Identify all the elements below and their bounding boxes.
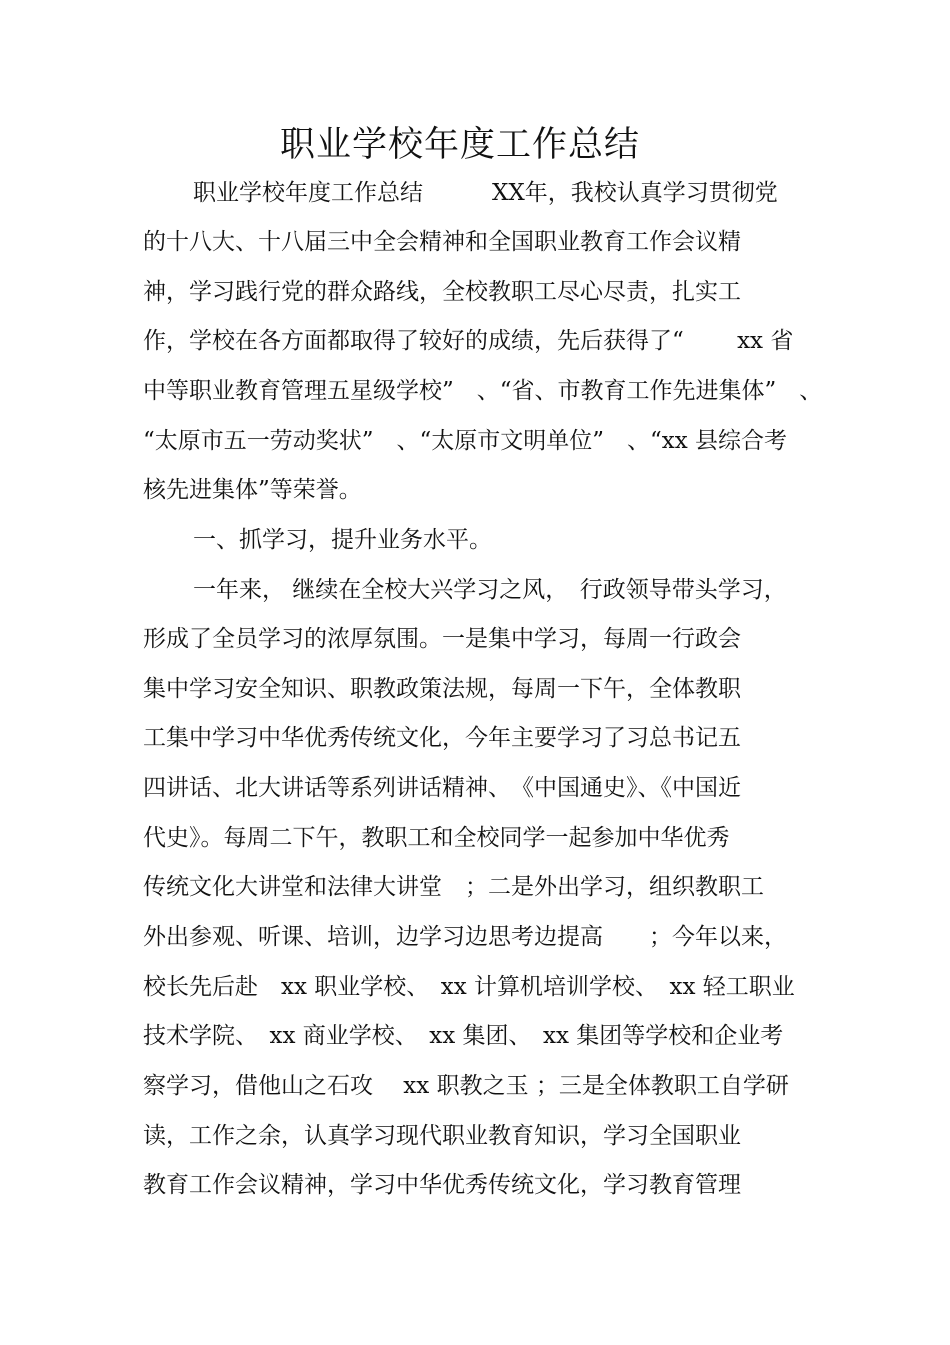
- paragraph-line: 代史》。每周二下午，教职工和全校同学一起参加中华优秀: [143, 825, 730, 851]
- document-title: 职业学校年度工作总结: [279, 125, 640, 165]
- paragraph-line: 外出参观、听课、培训，边学习边思考边提高 ；今年以来，: [143, 924, 787, 950]
- paragraph-line: 神，学习践行党的群众路线，全校教职工尽心尽责，扎实工: [143, 279, 741, 305]
- paragraph-line: 作，学校在各方面都取得了较好的成绩，先后获得了“ xx 省: [143, 328, 794, 354]
- paragraph-line: 教育工作会议精神，学习中华优秀传统文化，学习教育管理: [143, 1172, 741, 1198]
- paragraph-line: 中等职业教育管理五星级学校” 、“省、市教育工作先进集体” 、: [143, 378, 823, 404]
- paragraph-line: 校长先后赴 xx 职业学校、 xx 计算机培训学校、 xx 轻工职业: [143, 974, 795, 1000]
- paragraph-line: “太原市五一劳动奖状” 、“太原市文明单位” 、“xx 县综合考: [143, 428, 788, 454]
- paragraph-line: 核先进集体”等荣誉。: [143, 477, 362, 503]
- paragraph-line: 读，工作之余，认真学习现代职业教育知识，学习全国职业: [143, 1123, 741, 1149]
- paragraph-line: 察学习，借他山之石攻 xx 职教之玉 ；三是全体教职工自学研: [143, 1073, 789, 1099]
- paragraph-line: 的十八大、十八届三中全会精神和全国职业教育工作会议精: [143, 229, 741, 255]
- paragraph-line: 一年来， 继续在全校大兴学习之风， 行政领导带头学习，: [193, 577, 787, 603]
- paragraph-line: 职业学校年度工作总结 XX年，我校认真学习贯彻党: [193, 180, 778, 206]
- paragraph-line: 四讲话、北大讲话等系列讲话精神、 《中国通史》、《中国近: [143, 775, 741, 801]
- paragraph-line: 传统文化大讲堂和法律大讲堂 ；二是外出学习，组织教职工: [143, 874, 764, 900]
- paragraph-line: 工集中学习中华优秀传统文化，今年主要学习了习总书记五: [143, 725, 741, 751]
- section-heading: 一、抓学习，提升业务水平。: [193, 527, 492, 553]
- paragraph-line: 集中学习安全知识、职教政策法规，每周一下午，全体教职: [143, 676, 741, 702]
- paragraph-line: 技术学院、 xx 商业学校、 xx 集团、 xx 集团等学校和企业考: [143, 1023, 784, 1049]
- paragraph-line: 形成了全员学习的浓厚氛围。一是集中学习，每周一行政会: [143, 626, 741, 652]
